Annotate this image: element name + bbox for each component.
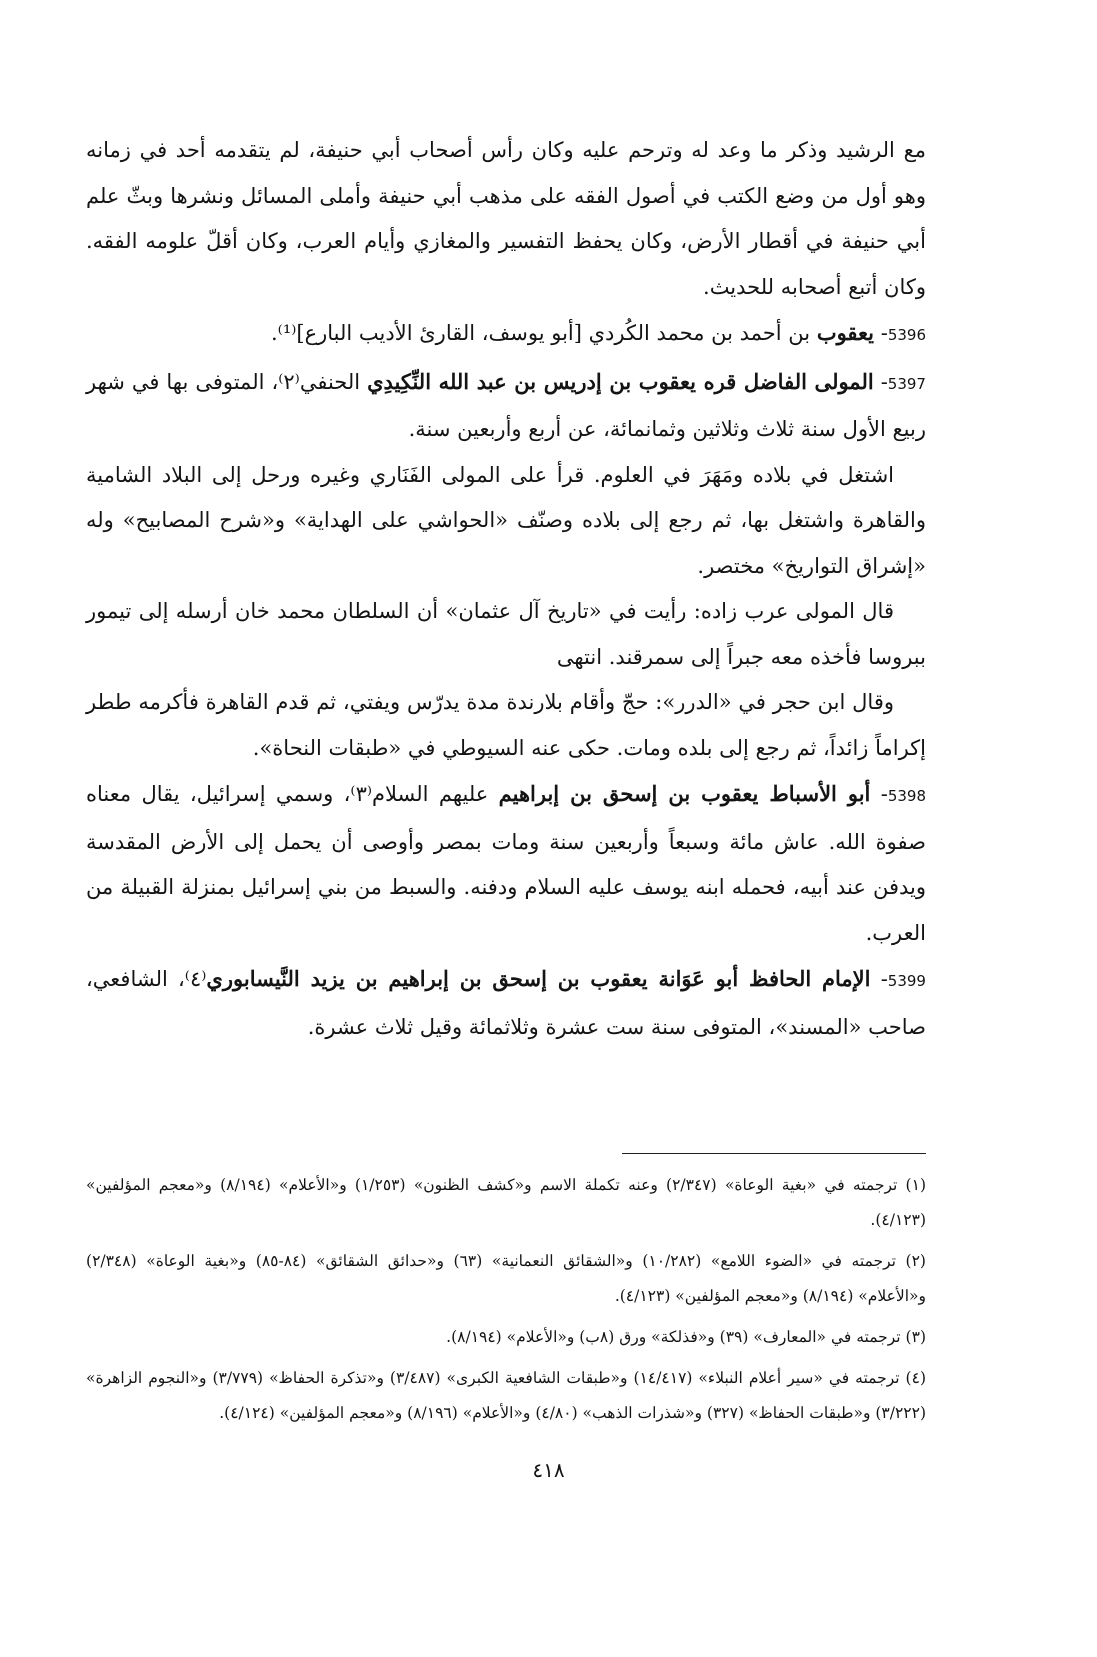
footnote-separator	[622, 1153, 926, 1154]
entry-paragraph: اشتغل في بلاده ومَهَرَ في العلوم. قرأ على المولى الفَنَاري وغيره ورحل إلى البلاد الشامية والقاهرة واشتغل بها، ثم رجع إلى بلاده وصنّف «الحواشي على الهداية» و«شرح المصابيح» وله «إشراق التواريخ» مختصر.	[86, 462, 926, 578]
entry-paragraph: قال المولى عرب زاده: رأيت في «تاريخ آل عثمان» أن السلطان محمد خان أرسله إلى تيمور ببروسا فأخذه معه جبراً إلى سمرقند. انتهى	[86, 599, 926, 669]
footnote-4: (٤) ترجمته في «سير أعلام النبلاء» (١٤/٤١٧) و«طبقات الشافعية الكبرى» (٣/٤٨٧) و«تذكرة الحفاظ» (٣/٧٧٩) و«النجوم الزاهرة» (٣/٢٢٢) و«طبقات الحفاظ» (٣٢٧) و«شذرات الذهب» (٤/٨٠) و«الأعلام» (٨/١٩٦) و«معجم المؤلفين» (٤/١٢٤).	[86, 1369, 927, 1422]
entry-number: 5399	[887, 972, 926, 990]
entry-5397: 5397- المولى الفاضل قره يعقوب بن إدريس بن عبد الله النِّكِيدِي الحنفي⁽٢⁾، المتوفى بها في شهر ربيع الأول سنة ثلاث وثلاثين وثمانمائة، عن أربع وأربعين سنة.	[86, 368, 926, 441]
page-number: ٤١٨	[532, 1458, 565, 1482]
main-text	[86, 128, 926, 1050]
entry-text: ⁽٤⁾، الشافعي، صاحب «المسند»، المتوفى سنة ست عشرة وثلاثمائة وقيل ثلاث عشرة.	[86, 967, 926, 1039]
entry-text: بن أحمد بن محمد الكُردي [أبو يوسف، القارئ الأديب البارع]⁽¹⁾.	[271, 321, 817, 345]
entry-number: 5398	[887, 787, 926, 805]
footnotes	[86, 1168, 926, 1437]
entry-5396: 5396- يعقوب بن أحمد بن محمد الكُردي [أبو يوسف، القارئ الأديب البارع]⁽¹⁾.	[271, 320, 926, 345]
entry-5399: 5399- الإمام الحافظ أبو عَوَانة يعقوب بن إسحق بن إبراهيم بن يزيد النَّيسابوري⁽٤⁾، الشافعي، صاحب «المسند»، المتوفى سنة ست عشرة وثلاثمائة وقيل ثلاث عشرة.	[86, 966, 926, 1039]
entry-name: المولى الفاضل قره يعقوب بن إدريس بن عبد الله النِّكِيدِي	[367, 368, 874, 394]
entry-name: يعقوب	[816, 320, 875, 345]
entry-text: الحنفي⁽٢⁾، المتوفى بها في شهر ربيع الأول سنة ثلاث وثلاثين وثمانمائة، عن أربع وأربعين سنة.	[86, 369, 926, 441]
paragraph-continuation: مع الرشيد وذكر ما وعد له وترحم عليه وكان رأس أصحاب أبي حنيفة، لم يتقدمه أحد في زمانه وهو أول من وضع الكتب في أصول الفقه على مذهب أبي حنيفة وأملى المسائل ونشرها وبثّ علم أبي حنيفة في أقطار الأرض، وكان يحفظ التفسير والمغازي وأيام العرب، وكان أقلّ علومه الفقه. وكان أتبع أصحابه للحديث.	[86, 138, 926, 299]
entry-5398: 5398- أبو الأسباط يعقوب بن إسحق بن إبراهيم عليهم السلام⁽٣⁾، وسمي إسرائيل، يقال معناه صفوة الله. عاش مائة وسبعاً وأربعين سنة ومات بمصر وأوصى أن يحمل إلى الأرض المقدسة ويدفن عند أبيه، فحمله ابنه يوسف عليه السلام ودفنه. والسبط من بني إسرائيل بمنزلة القبيلة من العرب.	[86, 781, 926, 945]
footnote-1: (١) ترجمته في «بغية الوعاة» (٢/٣٤٧) وعنه تكملة الاسم و«كشف الظنون» (١/٢٥٣) و«الأعلام» (٨/١٩٤) و«معجم المؤلفين» (٤/١٢٣).	[86, 1176, 926, 1229]
entry-text: عليهم السلام⁽٣⁾، وسمي إسرائيل، يقال معناه صفوة الله. عاش مائة وسبعاً وأربعين سنة ومات بمصر وأوصى أن يحمل إلى الأرض المقدسة ويدفن عند أبيه، فحمله ابنه يوسف عليه السلام ودفنه. والسبط من بني إسرائيل بمنزلة القبيلة من العرب.	[86, 782, 926, 945]
footnote-3: (٣) ترجمته في «المعارف» (٣٩) و«فذلكة» ورق (٨ب) و«الأعلام» (٨/١٩٤).	[446, 1328, 926, 1346]
entry-number: 5396	[887, 326, 926, 344]
entry-paragraph: وقال ابن حجر في «الدرر»: حجّ وأقام بلارندة مدة يدرّس ويفتي، ثم قدم القاهرة فأكرمه ططر إكراماً زائداً، ثم رجع إلى بلده ومات. حكى عنه السيوطي في «طبقات النحاة».	[86, 690, 926, 760]
entry-name: أبو الأسباط يعقوب بن إسحق بن إبراهيم	[498, 781, 871, 806]
entry-number: 5397	[887, 374, 926, 393]
entry-name: الإمام الحافظ أبو عَوَانة يعقوب بن إسحق بن إبراهيم بن يزيد النَّيسابوري	[206, 966, 871, 991]
footnote-2: (٢) ترجمته في «الضوء اللامع» (١٠/٢٨٢) و«الشقائق النعمانية» (٦٣) و«حدائق الشقائق» (٨٤-٨٥) و«بغية الوعاة» (٢/٣٤٨) و«الأعلام» (٨/١٩٤) و«معجم المؤلفين» (٤/١٢٣).	[86, 1252, 926, 1305]
